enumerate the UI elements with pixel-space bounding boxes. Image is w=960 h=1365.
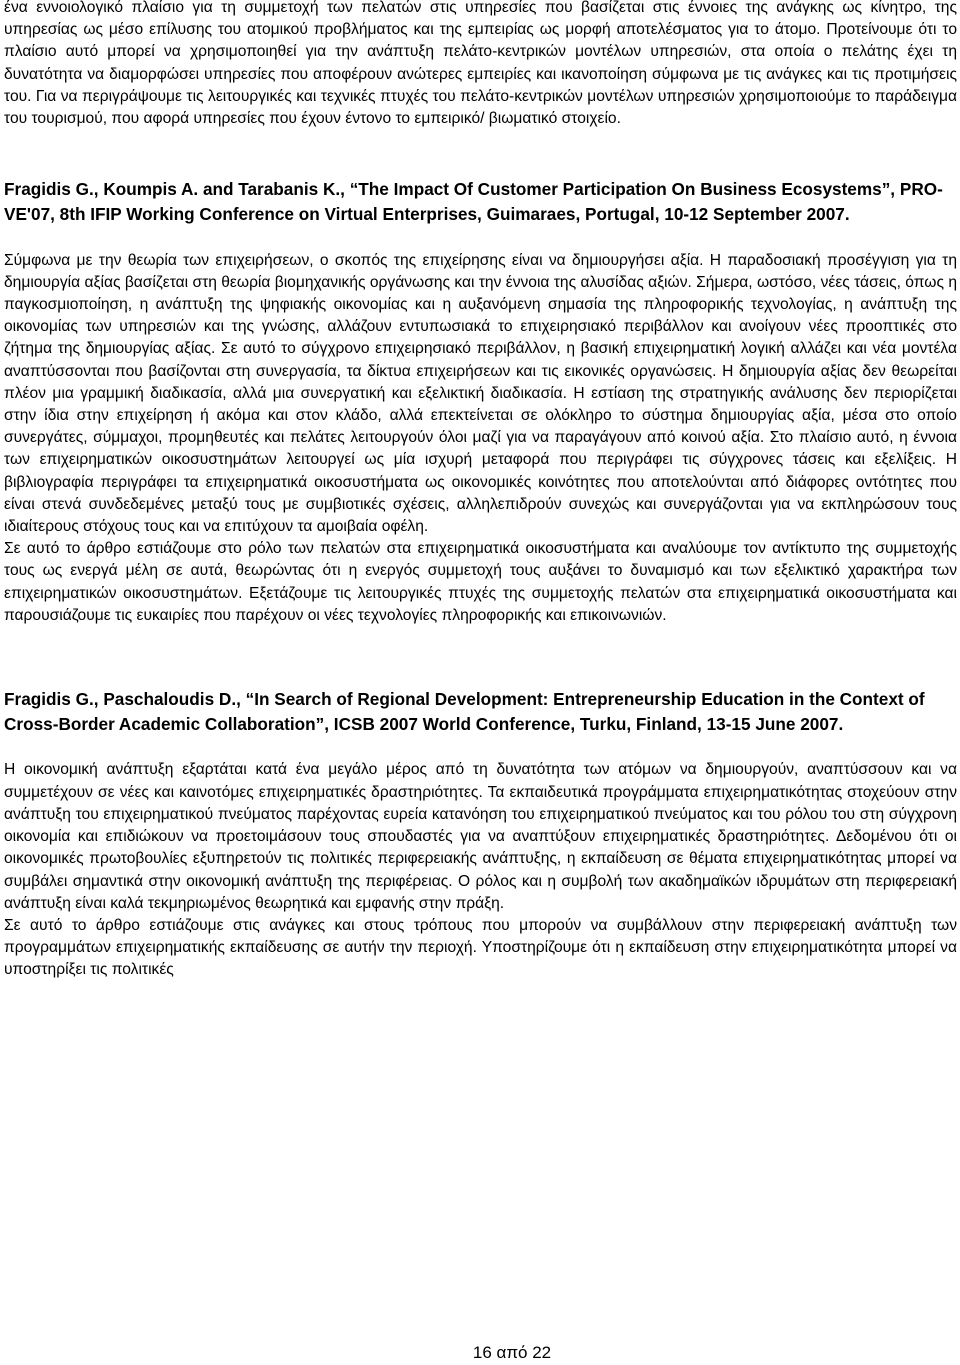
paragraph-customer-role-ecosystems: Σε αυτό το άρθρο εστιάζουμε στο ρόλο των πελατών στα επιχειρηματικά οικοσυστήματα και αναλύουμε τον αντίκτυπο της συμμετοχής τους ως ενεργά μέλη σε αυτά, θεωρώντας ότι η ενεργός συμμετοχή τους αυξάνει το δυναμισμό και των εξελικτικό χαρακτήρα των επιχειρηματικών οικοσυστημάτων. Εξετάζουμε τις λειτουργικές πτυχές της συμμετοχής πελατών στα επιχειρηματικά οικοσυστήματα και παρουσιάζουμε τις ευκαιρίες που παρέχουν οι νέες τεχνολογίες πληροφορικής και επικοινωνιών. bbox=[4, 540, 957, 624]
paragraph-value-creation: Σύμφωνα με την θεωρία των επιχειρήσεων, ο σκοπός της επιχείρησης είναι να δημιουργήσει αξία. Η παραδοσιακή προσέγγιση για τη δημιουργία αξίας βασίζεται στη θεωρία βιομηχανικής οργάνωσης και την έννοια της αλυσίδας αξιών. Σήμερα, ωστόσο, νέες τάσεις, όπως η παγκοσμιοποίηση, η ανάπτυξη της ψηφιακής οικονομίας και η αυξανόμενη σημασία της πληροφορικής τεχνολογίας, η ανάπτυξη της οικονομίας των υπηρεσιών και της γνώσης, αλλάζουν εντυπωσιακά το επιχειρησιακό περιβάλλον και ανοίγουν νέες προοπτικές στο ζήτημα της δημιουργίας αξίας. Σε αυτό το σύγχρονο επιχειρησιακό περιβάλλον, η βασική επιχειρηματική λογική αλλάζει και νέα μοντέλα αναπτύσσονται που βασίζονται στη συνεργασία, τα δίκτυα επιχειρήσεων και τις εικονικές οργανώσεις. Η δημιουργία αξίας δεν θεωρείται πλέον μια γραμμική διαδικασία, αλλά μια συνεργατική και εξελικτική διαδικασία. Η εστίαση της στρατηγικής ανάλυσης δεν περιορίζεται στην ίδια στην επιχείρηση ή ακόμα και στον κλάδο, αλλά επεκτείνεται σε ολόκληρο το σύστημα δημιουργίας αξία, μέσα στο οποίο συνεργάτες, σύμμαχοι, προμηθευτές και πελάτες λειτουργούν όλοι μαζί για να παραγάγουν από κοινού αξία. Στο πλαίσιο αυτό, η έννοια των επιχειρηματικών οικοσυστημάτων λειτουργεί ως μία ισχυρή μεταφορά που περιγράφει τις σύγχρονες τάσεις και εξελίξεις. Η βιβλιογραφία περιγράφει τα επιχειρηματικά οικοσυστήματα ως οικονομικές κοινότητες που αποτελούνται από διάφορες οντότητες που είναι στενά συνδεδεμένες μεταξύ τους με συμβιοτικές σχέσεις, αλληλεπιδρούν συνεχώς και συνεργάζονται για να εκπληρώσουν τους ιδιαίτερους στόχους τους και να επιτύχουν τα αμοιβαία οφέλη. bbox=[4, 251, 957, 536]
paragraph-entrepreneurship-education: Η οικονομική ανάπτυξη εξαρτάται κατά ένα μεγάλο μέρος από τη δυνατότητα των ατόμων να δημιουργούν, αναπτύσσουν και να συμμετέχουν σε νέες και καινοτόμες επιχειρηματικές δραστηριότητες. Τα εκπαιδευτικά προγράμματα επιχειρηματικότητας στοχεύουν στην ανάπτυξη του επιχειρηματικού πνεύματος παρέχοντας ευρεία κατανόηση του επιχειρηματικού πνεύματος και του ρόλου του στη σύγχρονη οικονομία και επιδιώκουν να προετοιμάσουν τους σπουδαστές για να αναπτύξουν επιχειρηματικές δραστηριότητες. Δεδομένου ότι οι οικονομικές πρωτοβουλίες εξυπηρετούν τις πολιτικές περιφερειακής ανάπτυξης, η εκπαίδευση σε θέματα επιχειρηματικότητας μπορεί να συμβάλει σημαντικά στην οικονομική ανάπτυξη της περιφέρειας. Ο ρόλος και η συμβολή των ακαδημαϊκών ιδρυμάτων στη περιφερειακή ανάπτυξη είναι καλά τεκμηριωμένος θεωρητικά και εμφανής στην πράξη. bbox=[4, 761, 957, 912]
page-number-footer bbox=[0, 1342, 960, 1364]
paragraph-customer-participation-framework: ένα εννοιολογικό πλαίσιο για τη συμμετοχή των πελατών στις υπηρεσίες που βασίζεται στις έννοιες της ανάγκης ως κίνητρο, της υπηρεσίας ως μέσο επίλυσης του ατομικού προβλήματος και της εμπειρίας ως μορφή αποτελέσματος για το άτομο. Προτείνουμε ότι το πλαίσιο αυτό μπορεί να χρησιμοποιηθεί για την ανάπτυξη πελάτο-κεντρικών μοντέλων υπηρεσιών, στα οποία ο πελάτης έχει τη δυνατότητα να διαμορφώσει υπηρεσίες που αποφέρουν ανώτερες εμπειρίες και ικανοποίηση σύμφωνα με τις ανάγκες και τις προτιμήσεις του. Για να περιγράψουμε τις λειτουργικές και τεχνικές πτυχές του πελάτο-κεντρικών μοντέλων υπηρεσιών χρησιμοποιούμε το παράδειγμα του τουρισμού, που αφορά υπηρεσίες που έχουν έντονο το εμπειρικό/ βιωματικό στοιχείο. bbox=[4, 0, 957, 128]
paragraph-regional-needs: Σε αυτό το άρθρο εστιάζουμε στις ανάγκες και στους τρόπους που μπορούν να συμβάλλουν στην περιφερειακή ανάπτυξη των προγραμμάτων επιχειρηματικής εκπαίδευσης σε αυτήν την περιοχή. Υποστηρίζουμε ότι η εκπαίδευση στην επιχειρηματικότητα μπορεί να υποστηρίξει τις πολιτικές bbox=[4, 916, 957, 979]
reference-business-ecosystems: Fragidis G., Koumpis A. and Tarabanis K., “The Impact Of Customer Participation On Business Ecosystems”, PRO-VE'07, 8th IFIP Working Conference on Virtual Enterprises, Guimaraes, Portugal, 10-12 September 2007. bbox=[4, 179, 943, 225]
reference-regional-development: Fragidis G., Paschaloudis D., “In Search of Regional Development: Entrepreneurship Education in the Context of Cross-Border Academic Collaboration”, ICSB 2007 World Conference, Turku, Finland, 13-15 June 2007. bbox=[4, 689, 925, 735]
page-number: 16 από 22 bbox=[472, 1343, 552, 1362]
